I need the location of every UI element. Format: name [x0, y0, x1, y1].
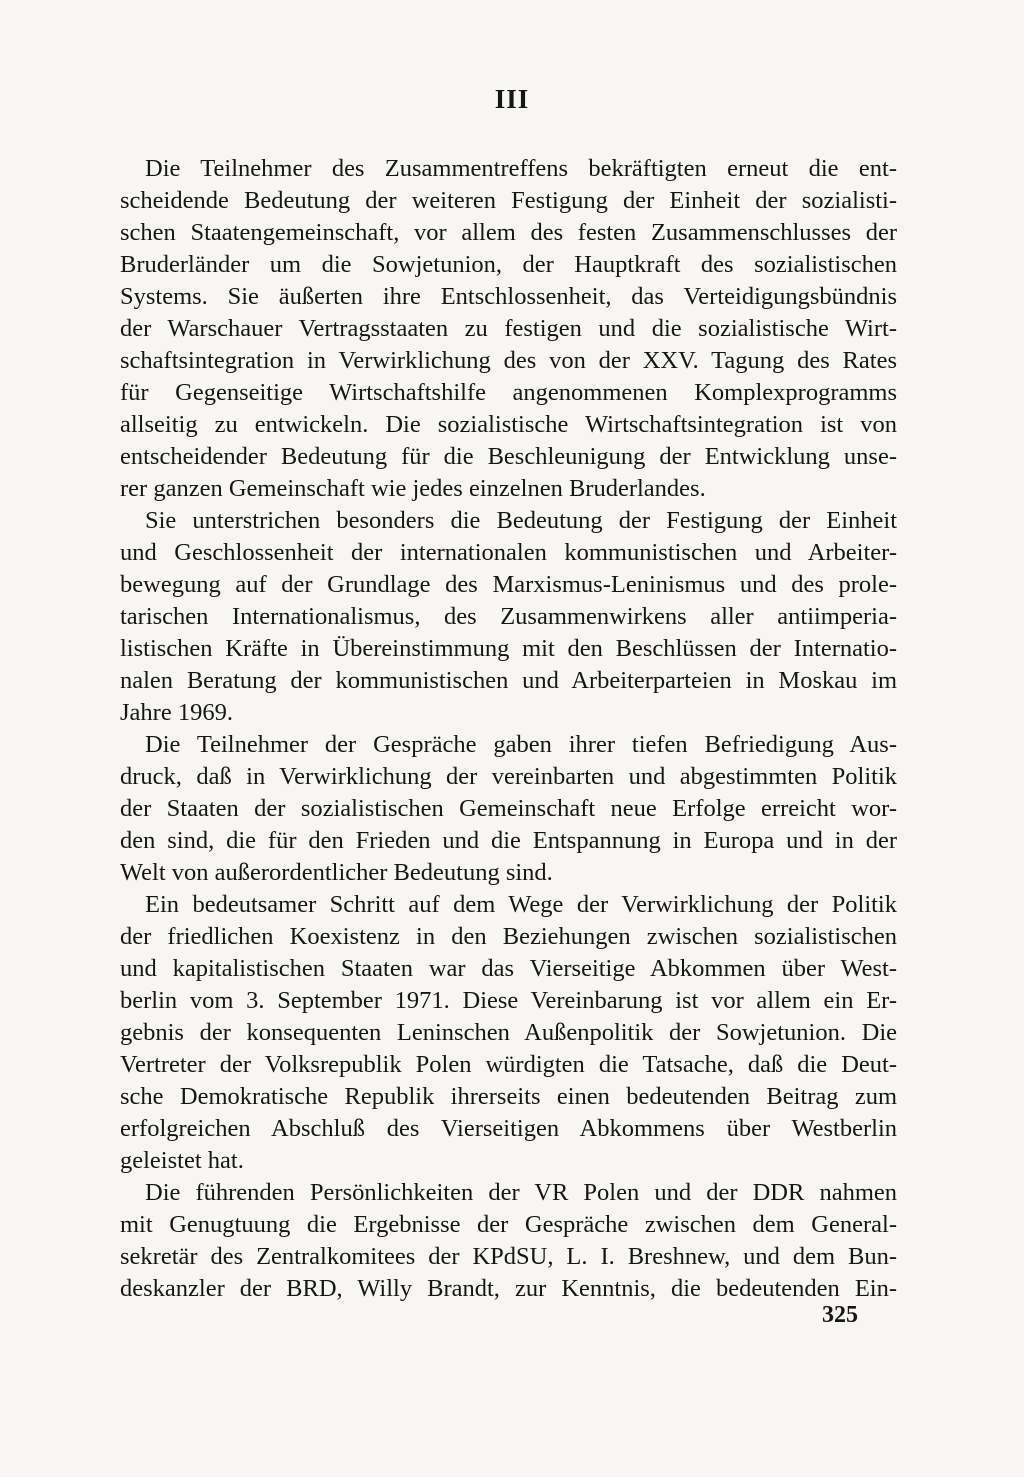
text-line: Welt von außerordentlicher Bedeutung sind. — [120, 859, 553, 886]
text-line: scheidende Bedeutung der weiteren Festigung der Einheit der sozialisti- — [120, 187, 897, 214]
text-line: Ein bedeutsamer Schritt auf dem Wege der Verwirklichung der Politik — [145, 891, 897, 918]
text-line: geleistet hat. — [120, 1147, 244, 1174]
text-line: den sind, die für den Frieden und die Entspannung in Europa und in der — [120, 827, 897, 854]
text-line: mit Genugtuung die Ergebnisse der Gespräche zwischen dem General- — [120, 1211, 897, 1238]
text-line: Die Teilnehmer des Zusammentreffens bekräftigten erneut die ent- — [145, 155, 897, 182]
text-line: deskanzler der BRD, Willy Brandt, zur Kenntnis, die bedeutenden Ein- — [120, 1275, 897, 1302]
page-number: 325 — [822, 1302, 858, 1328]
text-line: schaftsintegration in Verwirklichung des von der XXV. Tagung des Rates — [120, 347, 897, 374]
text-line: schen Staatengemeinschaft, vor allem des festen Zusammenschlusses der — [120, 219, 897, 246]
text-line: sekretär des Zentralkomitees der KPdSU, L. I. Breshnew, und dem Bun- — [120, 1243, 897, 1270]
text-line: und Geschlossenheit der internationalen kommunistischen und Arbeiter- — [120, 539, 897, 566]
section-heading: III — [494, 84, 530, 114]
text-line: Die führenden Persönlichkeiten der VR Polen und der DDR nahmen — [145, 1179, 897, 1206]
text-line: listischen Kräfte in Übereinstimmung mit den Beschlüssen der Internatio- — [120, 635, 897, 662]
text-line: Sie unterstrichen besonders die Bedeutung der Festigung der Einheit — [145, 507, 897, 534]
text-line: erfolgreichen Abschluß des Vierseitigen Abkommens über Westberlin — [120, 1115, 897, 1142]
text-line: bewegung auf der Grundlage des Marxismus-Leninismus und des prole- — [120, 571, 897, 598]
text-line: allseitig zu entwickeln. Die sozialistische Wirtschaftsintegration ist von — [120, 411, 897, 438]
text-line: der Warschauer Vertragsstaaten zu festigen und die sozialistische Wirt- — [120, 315, 897, 342]
text-line: entscheidender Bedeutung für die Beschleunigung der Entwicklung unse- — [120, 443, 897, 470]
text-line: Jahre 1969. — [120, 699, 233, 726]
text-line: nalen Beratung der kommunistischen und Arbeiterparteien in Moskau im — [120, 667, 897, 694]
text-line: sche Demokratische Republik ihrerseits einen bedeutenden Beitrag zum — [120, 1083, 897, 1110]
text-line: Systems. Sie äußerten ihre Entschlossenheit, das Verteidigungsbündnis — [120, 283, 897, 310]
text-line: gebnis der konsequenten Leninschen Außenpolitik der Sowjetunion. Die — [120, 1019, 897, 1046]
text-line: der friedlichen Koexistenz in den Beziehungen zwischen sozialistischen — [120, 923, 897, 950]
text-line: Die Teilnehmer der Gespräche gaben ihrer tiefen Befriedigung Aus- — [145, 731, 897, 758]
text-line: tarischen Internationalismus, des Zusammenwirkens aller antiimperia- — [120, 603, 897, 630]
text-line: berlin vom 3. September 1971. Diese Vereinbarung ist vor allem ein Er- — [120, 987, 897, 1014]
text-line: für Gegenseitige Wirtschaftshilfe angenommenen Komplexprogramms — [120, 379, 897, 406]
text-line: Bruderländer um die Sowjetunion, der Hauptkraft des sozialistischen — [120, 251, 897, 278]
text-line: druck, daß in Verwirklichung der vereinbarten und abgestimmten Politik — [120, 763, 897, 790]
text-line: der Staaten der sozialistischen Gemeinschaft neue Erfolge erreicht wor- — [120, 795, 897, 822]
text-line: und kapitalistischen Staaten war das Vierseitige Abkommen über West- — [120, 955, 897, 982]
text-line: rer ganzen Gemeinschaft wie jedes einzelnen Bruderlandes. — [120, 475, 706, 502]
text-line: Vertreter der Volksrepublik Polen würdigten die Tatsache, daß die Deut- — [120, 1051, 897, 1078]
